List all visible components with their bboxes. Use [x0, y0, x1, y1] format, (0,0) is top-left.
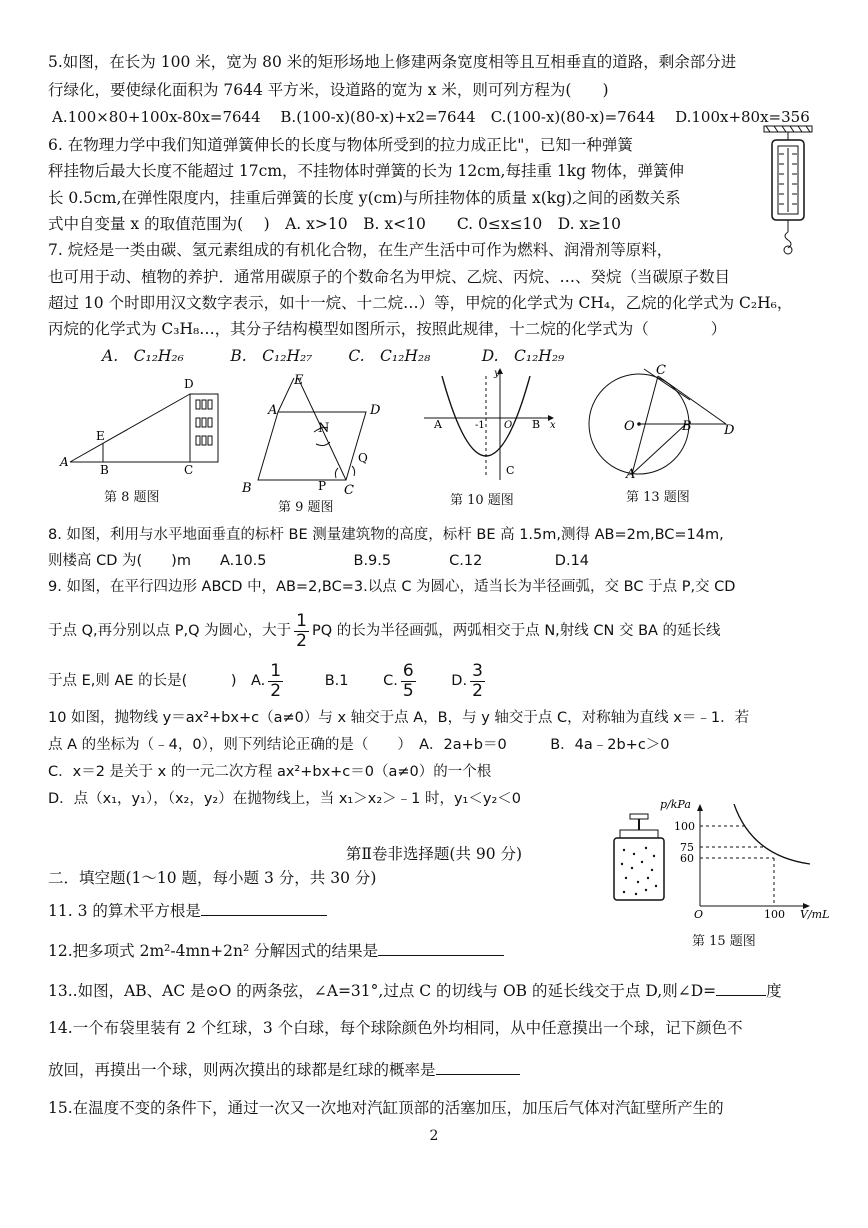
- figure-9: [236, 370, 386, 498]
- q12-text: 12.把多项式 2m²-4mn+2n² 分解因式的结果是: [48, 942, 379, 960]
- q14-line2: [48, 1058, 520, 1080]
- fig9-caption: 第 9 题图: [278, 500, 334, 515]
- fig10-label: B: [532, 418, 541, 431]
- fig9-label: Q: [358, 451, 368, 465]
- q9-line2-end: PQ 的长为半径画弧，两弧相交于点 N,射线 CN 交 BA 的延长线: [311, 623, 721, 639]
- option-a-fraction: [268, 662, 283, 701]
- spring-scale-figure: [758, 124, 818, 256]
- page-number: 2: [429, 1128, 439, 1144]
- fig9-label: D: [370, 403, 381, 418]
- answer-blank[interactable]: [378, 939, 504, 956]
- option-d-den: 2: [472, 680, 483, 701]
- fig8-label: C: [184, 463, 194, 476]
- fig15-xlabel: V/mL: [800, 908, 830, 921]
- q13-line: [48, 979, 782, 1001]
- fig13-label: B: [682, 419, 692, 434]
- q10-line3: C．x＝2 是关于 x 的一元二次方程 ax²+bx+c＝0（a≠0）的一个根: [48, 764, 492, 780]
- half-fraction: [294, 612, 309, 651]
- fig15-ytick: 75: [680, 841, 694, 854]
- fig10-label: x: [550, 420, 556, 431]
- q9-line1: 9. 如图，在平行四边形 ABCD 中，AB=2,BC=3.以点 C 为圆心，适当长为半径画弧，交 BC 于点 P,交 CD: [48, 579, 736, 595]
- option-a-num: 1: [270, 660, 282, 681]
- q13-text: 13..如图，AB、AC 是⊙O 的两条弦，∠A=31°,过点 C 的切线与 OB 的延长线交于点 D,则∠D=: [48, 982, 717, 1000]
- fig9-label: C: [344, 483, 354, 498]
- fig10-label: O: [504, 420, 513, 431]
- option-d-num: 3: [472, 660, 483, 681]
- q8-line1: 8. 如图，利用与水平地面垂直的标杆 BE 测量建筑物的高度，标杆 BE 高 1.5m,测得 AB=2m,BC=14m,: [48, 527, 724, 543]
- fig13-label: O: [624, 419, 635, 434]
- option-a-den: 2: [270, 680, 282, 701]
- fig10-label: -1: [475, 420, 485, 431]
- half-den: 2: [296, 630, 307, 651]
- fig13-label: D: [724, 423, 735, 438]
- section-title: 第Ⅱ卷非选择题(共 90 分): [345, 845, 523, 863]
- q10-line2: 点 A 的坐标为（﹣4，0），则下列结论正确的是（ ） A．2a+b＝0 B．4a﹣2b+c＞0: [48, 737, 670, 753]
- fig9-label: A: [268, 403, 278, 418]
- fig9-label: B: [242, 481, 252, 496]
- q14-line1: 14.一个布袋里装有 2 个红球，3 个白球，每个球除颜色外均相同，从中任意摸出一个球，记下颜色不: [48, 1019, 743, 1037]
- q5-line1: 5.如图，在长为 100 米，宽为 80 米的矩形场地上修建两条宽度相等且互相垂直的道路，剩余部分进: [48, 53, 737, 71]
- q7-line4: 丙烷的化学式为 C₃H₈…，其分子结构模型如图所示，按照此规律，十二烷的化学式为（ ）: [48, 320, 727, 338]
- q7-line1: 7. 烷烃是一类由碳、氢元素组成的有机化合物，在生产生活中可作为燃料、润滑剂等原料，: [48, 241, 673, 259]
- fig13-caption: 第 13 题图: [626, 490, 690, 505]
- q10-line1: 10 如图，抛物线 y＝ax²+bx+c（a≠0）与 x 轴交于点 A，B，与 y 轴交于点 C，对称轴为直线 x＝﹣1．若: [48, 710, 750, 726]
- q15-line1: 15.在温度不变的条件下，通过一次又一次地对汽缸顶部的活塞加压，加压后气体对汽缸壁所产生的: [48, 1099, 724, 1117]
- answer-blank[interactable]: [436, 1058, 520, 1075]
- q7-options: A. C₁₂H₂₆ B. C₁₂H₂₇ C. C₁₂H₂₈ D. C₁₂H₂₉: [102, 347, 565, 365]
- fig10-label: y: [494, 368, 500, 379]
- option-c-num: 6: [402, 660, 414, 681]
- fig8-label: B: [100, 463, 109, 476]
- fig9-label: E: [294, 373, 304, 388]
- half-num: 1: [296, 610, 307, 631]
- q6-line3: 长 0.5cm,在弹性限度内，挂重后弹簧的长度 y(cm)与所挂物体的质量 x(kg)之间的函数关系: [48, 189, 681, 207]
- fig13-label: A: [626, 467, 636, 480]
- fig9-label: N: [318, 421, 330, 436]
- q11-text: 11. 3 的算术平方根是: [48, 902, 201, 920]
- q6-line4: 式中自变量 x 的取值范围为( ) A. x>10 B. x<10 C. 0≤x≤10 D. x≥10: [48, 215, 621, 233]
- q7-line3: 超过 10 个时即用汉文数字表示，如十一烷、十二烷…）等，甲烷的化学式为 CH₄，乙烷的化学式为 C₂H₆，: [48, 294, 793, 312]
- q9-line2: [48, 608, 721, 654]
- fig15-origin: O: [694, 908, 704, 921]
- figure-10: [420, 366, 560, 482]
- fig8-label: E: [96, 429, 105, 443]
- answer-blank[interactable]: [201, 899, 327, 916]
- pressure-volume-graph: [660, 794, 830, 924]
- q5-line2: 行绿化，要使绿化面积为 7644 平方米，设道路的宽为 x 米，则可列方程为( ): [48, 81, 609, 99]
- fig13-label: C: [656, 363, 666, 378]
- fig8-caption: 第 8 题图: [104, 490, 160, 505]
- fig15-ylabel: p/kPa: [660, 798, 691, 811]
- q11-line: [48, 899, 327, 921]
- figure-13: [584, 362, 744, 480]
- fig15-ytick: 100: [674, 820, 695, 833]
- q9-line3-start: 于点 E,则 AE 的长是( ) A.: [48, 673, 266, 689]
- answer-blank[interactable]: [716, 979, 766, 996]
- q7-line2: 也可用于动、植物的养护．通常用碳原子的个数命名为甲烷、乙烷、丙烷、…、癸烷（当碳原子数目: [48, 268, 731, 286]
- q9-line3: [48, 658, 488, 704]
- fig10-caption: 第 10 题图: [450, 493, 514, 508]
- fig10-label: A: [434, 418, 442, 431]
- q13-unit: 度: [766, 982, 782, 1000]
- fig8-label: D: [184, 377, 194, 391]
- q9-option-b: B.1: [324, 673, 349, 689]
- q9-option-d: D.: [451, 673, 468, 689]
- q5-options: A.100×80+100x-80x=7644 B.(100-x)(80-x)+x2=7644 C.(100-x)(80-x)=7644 D.100x+80x=356: [52, 108, 810, 126]
- q14-text: 放回，再摸出一个球，则两次摸出的球都是红球的概率是: [48, 1061, 436, 1079]
- section-subtitle: 二．填空题(1～10 题，每小题 3 分，共 30 分): [48, 869, 377, 887]
- q10-line4: D．点（x₁，y₁），（x₂，y₂）在抛物线上，当 x₁＞x₂＞﹣1 时，y₁＜y₂＜0: [48, 791, 521, 807]
- fig15-xtick: 100: [764, 908, 785, 921]
- fig15-ytick: 60: [680, 852, 694, 865]
- q6-line2: 秤挂物后最大长度不能超过 17cm，不挂物体时弹簧的长为 12cm,每挂重 1kg 物体，弹簧伸: [48, 162, 685, 180]
- q12-line: [48, 939, 504, 961]
- q8-line2: 则楼高 CD 为( )m A.10.5 B.9.5 C.12 D.14: [48, 553, 590, 569]
- option-c-den: 5: [402, 680, 414, 701]
- q9-line2-start: 于点 Q,再分别以点 P,Q 为圆心，大于: [48, 623, 292, 639]
- figure-8: [56, 376, 228, 476]
- q6-line1: 6. 在物理力学中我们知道弹簧伸长的长度与物体所受到的拉力成正比"，已知一种弹簧: [48, 136, 633, 154]
- fig9-label: P: [318, 479, 327, 493]
- q9-option-c: C.: [383, 673, 398, 689]
- option-c-fraction: [401, 662, 416, 701]
- fig8-label: A: [60, 455, 69, 469]
- option-d-fraction: [470, 662, 485, 701]
- fig10-label: C: [506, 464, 515, 477]
- fig15-caption: 第 15 题图: [692, 934, 756, 949]
